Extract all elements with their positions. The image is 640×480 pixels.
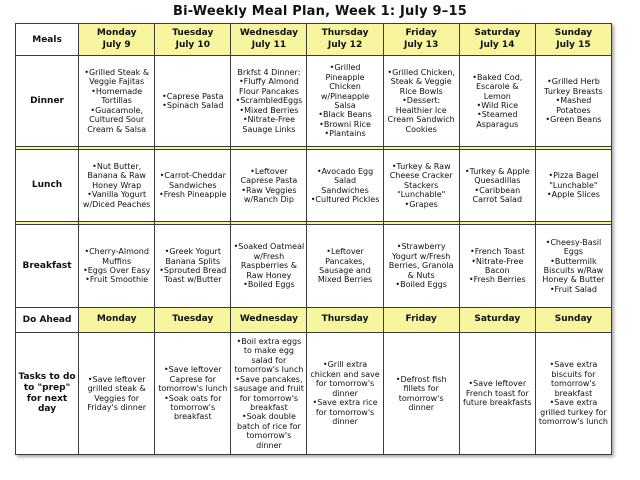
day-date: July 15 (556, 39, 591, 50)
day-date: July 10 (175, 39, 210, 50)
meal-item: • Plantains (309, 129, 380, 138)
meal-intro: Brkfst 4 Dinner: (237, 67, 301, 77)
meal-row-label: Breakfast (16, 225, 79, 308)
meal-cell (307, 225, 383, 308)
day-header-cell (383, 24, 459, 56)
meal-item: • Leftover Caprese Pasta (233, 167, 304, 186)
meal-cell (535, 225, 611, 308)
meal-item: • Sprouted Bread Toast w/Butter (157, 266, 228, 285)
meal-item: • Browni Rice (309, 120, 380, 129)
meal-item: • Vanilla Yogurt w/Diced Peaches (81, 190, 152, 209)
meal-row-label: Dinner (16, 56, 79, 147)
meal-item: • Fresh Pineapple (157, 190, 228, 199)
meal-item: • Nut Butter, Banana & Raw Honey Wrap (81, 162, 152, 190)
meal-cell (79, 150, 155, 222)
meal-item: • Buttermilk Biscuits w/Raw Honey & Butter (538, 257, 609, 285)
meals-corner-cell: Meals (16, 24, 79, 56)
meal-cell (231, 225, 307, 308)
prep-day-header-cell: Monday (79, 308, 155, 333)
meal-item: • Homemade Tortillas (81, 87, 152, 106)
prep-item: • Save leftover Caprese for tomorrow's lunch (157, 365, 228, 393)
meal-cell (459, 225, 535, 308)
day-header-cell (307, 24, 383, 56)
do-ahead-header-row (16, 308, 612, 333)
meal-item: • Grapes (386, 200, 457, 209)
meal-item: • Apple Slices (538, 190, 609, 199)
prep-cell (79, 333, 155, 455)
prep-day-header-cell: Tuesday (155, 308, 231, 333)
meal-row-lunch (16, 150, 612, 222)
meal-cell (231, 150, 307, 222)
day-name: Wednesday (239, 28, 298, 39)
prep-cell (231, 333, 307, 455)
meal-item: • Steamed Asparagus (462, 110, 533, 129)
meal-row-breakfast (16, 225, 612, 308)
prep-cell (383, 333, 459, 455)
meal-item: • Green Beans (538, 115, 609, 124)
day-header-cell (459, 24, 535, 56)
meal-cell (79, 225, 155, 308)
meal-item: • Nitrate-Free Sauage Links (233, 115, 304, 134)
meal-item: • Boiled Eggs (386, 280, 457, 289)
meal-cell (307, 56, 383, 147)
meal-item: • Grilled Steak & Veggie Fajitas (81, 68, 152, 87)
meal-item: • Eggs Over Easy (81, 266, 152, 275)
meal-item: • Soaked Oatmeal w/Fresh Raspberries & Raw Honey (233, 242, 304, 280)
meal-cell (383, 225, 459, 308)
meal-item: • Baked Cod, Escarole & Lemon (462, 73, 533, 101)
day-name: Saturday (474, 28, 521, 39)
meal-item: • Wild Rice (462, 101, 533, 110)
meal-item: • Caprese Pasta (157, 92, 228, 101)
meal-item: • Turkey & Raw Cheese Cracker Stackers "Lunchable" (386, 162, 457, 200)
meal-item: • French Toast (462, 247, 533, 256)
day-date: July 9 (102, 39, 131, 50)
meal-item: • Greek Yogurt Banana Splits (157, 247, 228, 266)
prep-tasks-row (16, 333, 612, 455)
meal-cell (383, 150, 459, 222)
day-date: July 14 (480, 39, 515, 50)
meal-item: • Fruit Smoothie (81, 275, 152, 284)
meal-cell (383, 56, 459, 147)
meal-item: • Fresh Berries (462, 275, 533, 284)
prep-day-header-cell: Sunday (535, 308, 611, 333)
meal-item: • Raw Veggies w/Ranch Dip (233, 186, 304, 205)
meal-item: • Mashed Potatoes (538, 96, 609, 115)
meal-item: • Caribbean Carrot Salad (462, 186, 533, 205)
meal-item: • Fluffy Almond Flour Pancakes (233, 77, 304, 96)
meal-row-dinner (16, 56, 612, 147)
meal-item: • Leftover Pancakes, Sausage and Mixed Berries (309, 247, 380, 285)
prep-cell (307, 333, 383, 455)
day-header-row (16, 24, 612, 56)
meal-cell (535, 150, 611, 222)
meal-plan-table (15, 23, 612, 455)
meal-cell (459, 150, 535, 222)
day-name: Sunday (554, 28, 593, 39)
meal-item: • Grilled Chicken, Steak & Veggie Rice Bowls (386, 68, 457, 96)
prep-day-header-cell: Thursday (307, 308, 383, 333)
meal-item: • Grilled Pineapple Chicken w/Pineapple Salsa (309, 63, 380, 110)
prep-item: • Soak oats for tomorrow's breakfast (157, 394, 228, 422)
meal-item: • Boiled Eggs (233, 280, 304, 289)
meal-item: • Cultured Pickles (309, 195, 380, 204)
meal-cell (307, 150, 383, 222)
prep-cell (155, 333, 231, 455)
meal-cell (155, 225, 231, 308)
day-name: Thursday (321, 28, 369, 39)
prep-cell (459, 333, 535, 455)
meal-item: • Dessert: Healthier Ice Cream Sandwich Cookies (386, 96, 457, 134)
prep-item: • Grill extra chicken and save for tomorrow's dinner (309, 360, 380, 398)
meal-item: • Avocado Egg Salad Sandwiches (309, 167, 380, 195)
meal-item: • Cheesy-Basil Eggs (538, 238, 609, 257)
meal-item: • Cherry-Almond Muffins (81, 247, 152, 266)
prep-row-label: Tasks to do to "prep" for next day (16, 333, 79, 455)
prep-item: • Save pancakes, sausage and fruit for tomorrow's breakfast (233, 375, 304, 413)
meal-item: • Nitrate-Free Bacon (462, 257, 533, 276)
prep-cell (535, 333, 611, 455)
prep-item: • Soak double batch of rice for tomorrow's dinner (233, 412, 304, 450)
day-header-cell (155, 24, 231, 56)
day-header-cell (231, 24, 307, 56)
day-date: July 12 (327, 39, 363, 50)
meal-item: • Turkey & Apple Quesadillas (462, 167, 533, 186)
page-title: Bi-Weekly Meal Plan, Week 1: July 9–15 (172, 4, 467, 19)
prep-day-header-cell: Wednesday (231, 308, 307, 333)
meal-row-label: Lunch (16, 150, 79, 222)
prep-day-header-cell: Friday (383, 308, 459, 333)
do-ahead-corner-cell: Do Ahead (16, 308, 79, 333)
prep-item: • Save leftover French toast for future breakfasts (462, 379, 533, 407)
meal-item: • Black Beans (309, 110, 380, 119)
day-date: July 13 (403, 39, 439, 50)
meal-item: • Spinach Salad (157, 101, 228, 110)
prep-item: • Defrost fish fillets for tomorrow's dinner (386, 375, 457, 413)
day-date: July 11 (251, 39, 287, 50)
meal-cell (535, 56, 611, 147)
meal-cell (79, 56, 155, 147)
meal-item: • Strawberry Yogurt w/Fresh Berries, Granola & Nuts (386, 242, 457, 280)
meal-item: • Carrot-Cheddar Sandwiches (157, 171, 228, 190)
meal-item: • ScrambledEggs (233, 96, 304, 105)
meal-item: • Guacamole, Cultured Sour Cream & Salsa (81, 106, 152, 134)
prep-item: • Save extra grilled turkey for tomorrow's lunch (538, 398, 609, 426)
prep-item: • Save extra rice for tomorrow's dinner (309, 398, 380, 426)
meal-item: • Pizza Bagel "Lunchable" (538, 171, 609, 190)
day-name: Monday (96, 28, 137, 39)
meal-cell (155, 150, 231, 222)
meal-cell (155, 56, 231, 147)
day-header-cell (79, 24, 155, 56)
day-header-cell (535, 24, 611, 56)
prep-day-header-cell: Saturday (459, 308, 535, 333)
day-name: Tuesday (172, 28, 214, 39)
prep-item: • Save leftover grilled steak & Veggies for Friday's dinner (81, 375, 152, 413)
prep-item: • Boil extra eggs to make egg salad for tomorrow's lunch (233, 337, 304, 375)
meal-cell (459, 56, 535, 147)
meal-item: • Grilled Herb Turkey Breasts (538, 77, 609, 96)
meal-item: • Mixed Berries (233, 106, 304, 115)
prep-item: • Save extra biscuits for tomorrow's breakfast (538, 360, 609, 398)
meal-cell (231, 56, 307, 147)
meal-item: • Fruit Salad (538, 285, 609, 294)
day-name: Friday (405, 28, 437, 39)
